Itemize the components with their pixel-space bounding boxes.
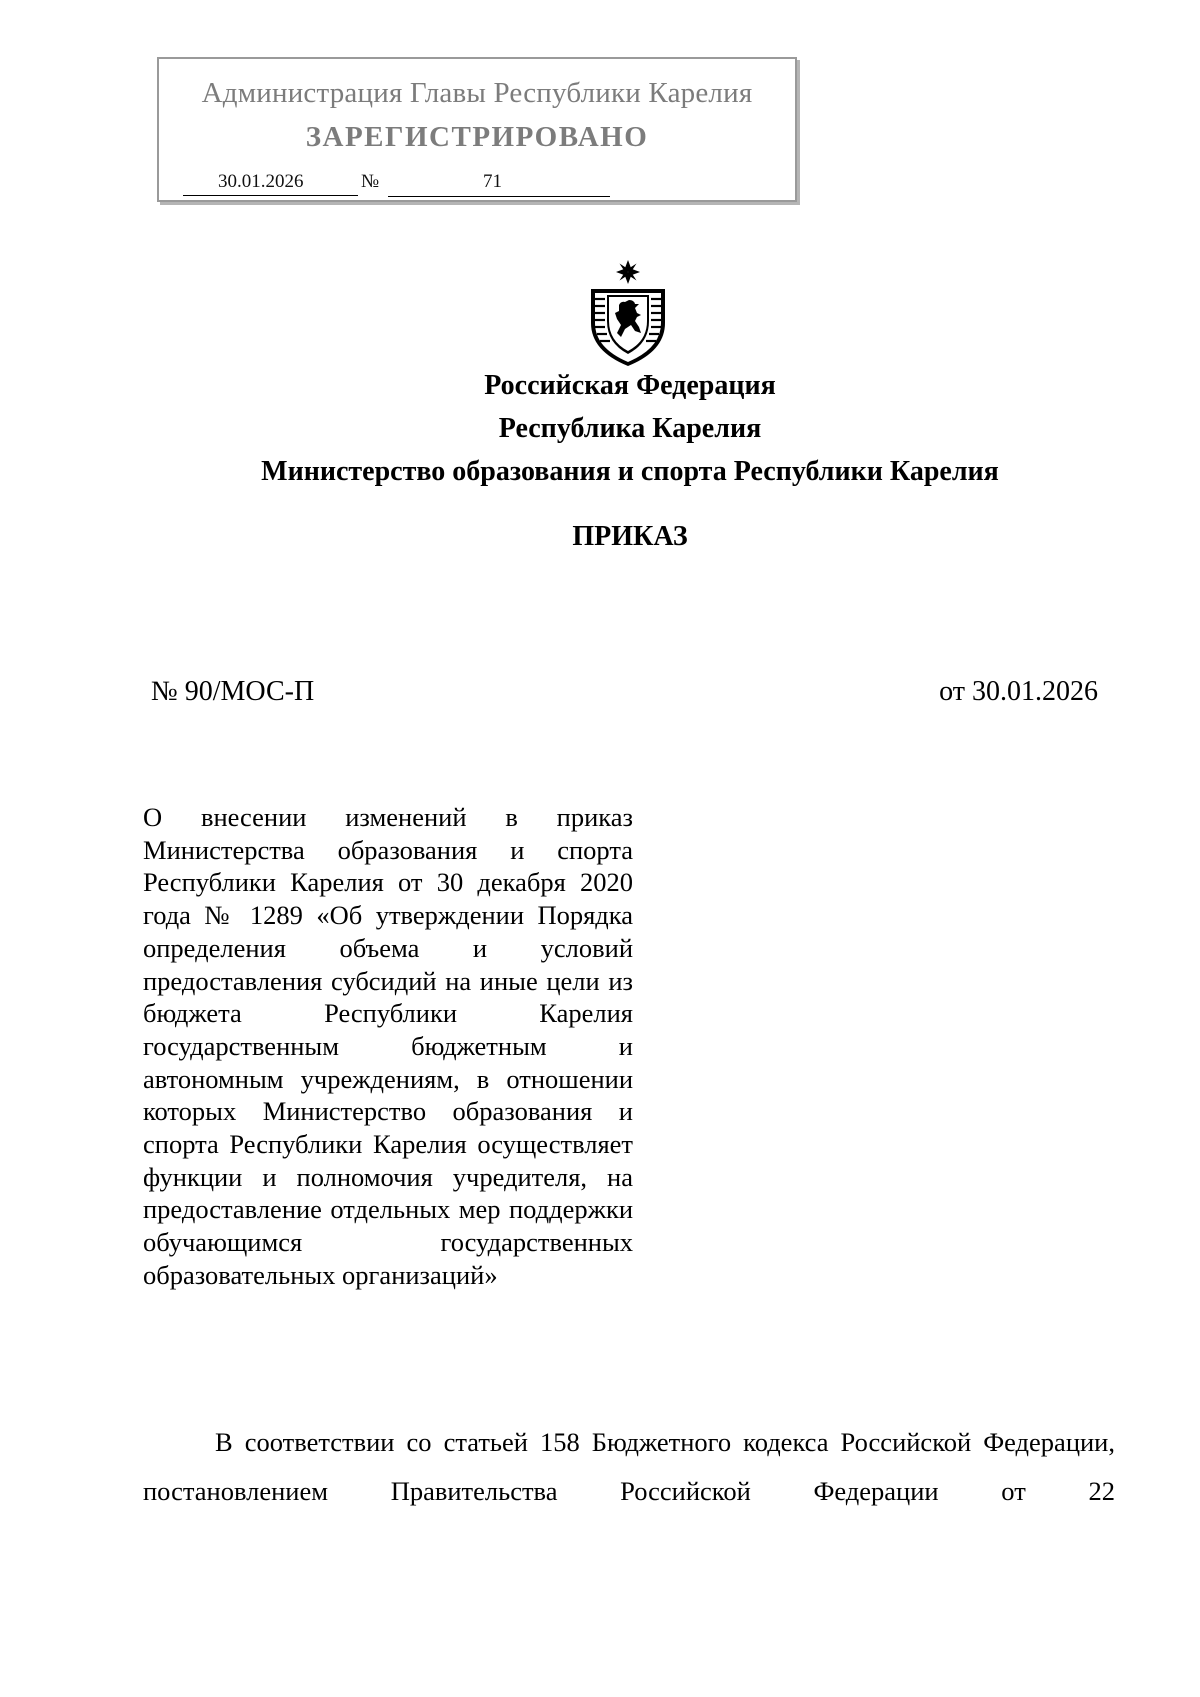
republic-name: Республика Карелия bbox=[498, 413, 762, 444]
karelia-coat-of-arms-icon bbox=[585, 259, 671, 369]
stamp-registration-line bbox=[183, 171, 763, 199]
stamp-status: ЗАРЕГИСТРИРОВАНО bbox=[305, 121, 649, 153]
order-date: от 30.01.2026 bbox=[939, 676, 1098, 707]
country-name: Российская Федерация bbox=[484, 370, 776, 401]
order-number: № 90/МОС-П bbox=[151, 676, 315, 707]
stamp-number-field bbox=[388, 171, 610, 197]
stamp-organization: Администрация Главы Республики Карелия bbox=[201, 77, 753, 109]
body-paragraph: В соответствии со статьей 158 Бюджетного кодекса Российской Федерации, постановлением Правительства Российской Федерации от 22 bbox=[143, 1427, 1115, 1506]
order-subject: О внесении изменений в приказ Министерства образования и спорта Республики Карелия от 30 декабря 2020 года № 1289 «Об утверждении Порядка определения объема и условий предоставления субсидий на иные цели из бюджета Республики Карелия государственным бюджетным и автономным учреждениям, в отношении которых Министерство образования и спорта Республики Карелия осуществляет функции и полномочия учредителя, на предоставление отдельных мер поддержки обучающимся государственных образовательных организаций» bbox=[143, 802, 633, 1290]
ministry-name: Министерство образования и спорта Республики Карелия bbox=[261, 456, 999, 487]
document-type: ПРИКАЗ bbox=[572, 521, 688, 552]
stamp-date-field bbox=[183, 171, 358, 196]
stamp-number-sign: № bbox=[361, 171, 380, 192]
stamp-date: 30.01.2026 bbox=[218, 171, 304, 192]
registration-stamp bbox=[157, 57, 797, 202]
stamp-number: 71 bbox=[483, 171, 502, 192]
